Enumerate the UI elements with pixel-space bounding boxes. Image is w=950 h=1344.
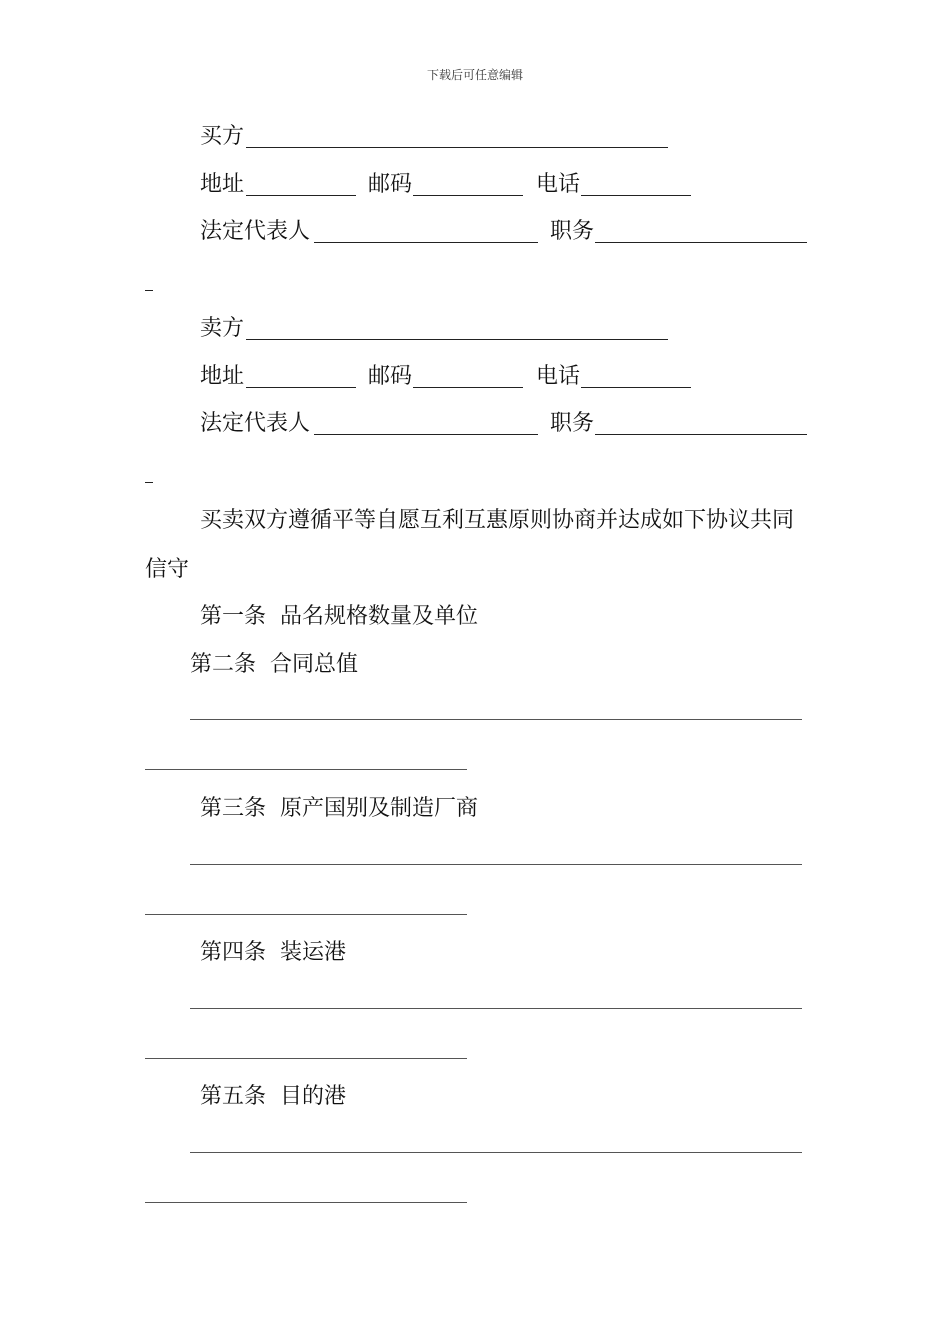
article-title: 合同总值 xyxy=(270,652,359,677)
article-2-fill-line-1 xyxy=(190,719,802,720)
article-title: 品名规格数量及单位 xyxy=(280,604,479,629)
seller-title-blank xyxy=(595,434,807,435)
article-5-heading xyxy=(200,1084,346,1110)
buyer-name-blank xyxy=(246,147,668,148)
seller-postcode-label: 邮码 xyxy=(368,364,413,389)
article-1-heading xyxy=(200,604,478,630)
article-5-fill-line-1 xyxy=(190,1152,802,1153)
seller-postcode-blank xyxy=(413,387,523,388)
buyer-title-blank-wrap xyxy=(145,290,153,291)
buyer-address-blank xyxy=(246,195,356,196)
seller-address-label: 地址 xyxy=(200,364,245,389)
article-number: 第三条 xyxy=(200,796,267,821)
buyer-postcode-label: 邮码 xyxy=(368,172,413,197)
seller-phone-blank xyxy=(581,387,691,388)
article-3-heading xyxy=(200,796,478,822)
seller-address-blank xyxy=(246,387,356,388)
article-3-fill-line-2 xyxy=(145,914,467,915)
buyer-rep-blank xyxy=(314,242,538,243)
article-4-fill-line-1 xyxy=(190,1008,802,1009)
buyer-postcode-blank xyxy=(413,195,523,196)
page-header: 下载后可任意编辑 xyxy=(426,68,523,82)
article-3-fill-line-1 xyxy=(190,864,802,865)
article-number: 第一条 xyxy=(200,604,267,629)
preamble-line-2: 信守 xyxy=(145,557,190,582)
article-number: 第五条 xyxy=(200,1084,267,1109)
article-number: 第二条 xyxy=(190,652,257,677)
article-2-heading xyxy=(190,652,358,678)
buyer-title-label: 职务 xyxy=(550,219,595,244)
article-title: 目的港 xyxy=(280,1084,347,1109)
article-title: 原产国别及制造厂商 xyxy=(280,796,479,821)
buyer-title-blank xyxy=(595,242,807,243)
seller-rep-blank xyxy=(314,434,538,435)
seller-label: 卖方 xyxy=(200,316,245,341)
seller-title-blank-wrap xyxy=(145,482,153,483)
buyer-label: 买方 xyxy=(200,124,245,149)
seller-title-label: 职务 xyxy=(550,411,595,436)
article-4-fill-line-2 xyxy=(145,1058,467,1059)
article-2-fill-line-2 xyxy=(145,769,467,770)
buyer-address-label: 地址 xyxy=(200,172,245,197)
article-4-heading xyxy=(200,940,346,966)
buyer-rep-label: 法定代表人 xyxy=(200,219,311,244)
seller-phone-label: 电话 xyxy=(536,364,581,389)
article-5-fill-line-2 xyxy=(145,1202,467,1203)
buyer-phone-blank xyxy=(581,195,691,196)
seller-rep-label: 法定代表人 xyxy=(200,411,311,436)
article-number: 第四条 xyxy=(200,940,267,965)
preamble-line-1: 买卖双方遵循平等自愿互利互惠原则协商并达成如下协议共同 xyxy=(200,508,795,533)
article-title: 装运港 xyxy=(280,940,347,965)
buyer-phone-label: 电话 xyxy=(536,172,581,197)
seller-name-blank xyxy=(246,339,668,340)
